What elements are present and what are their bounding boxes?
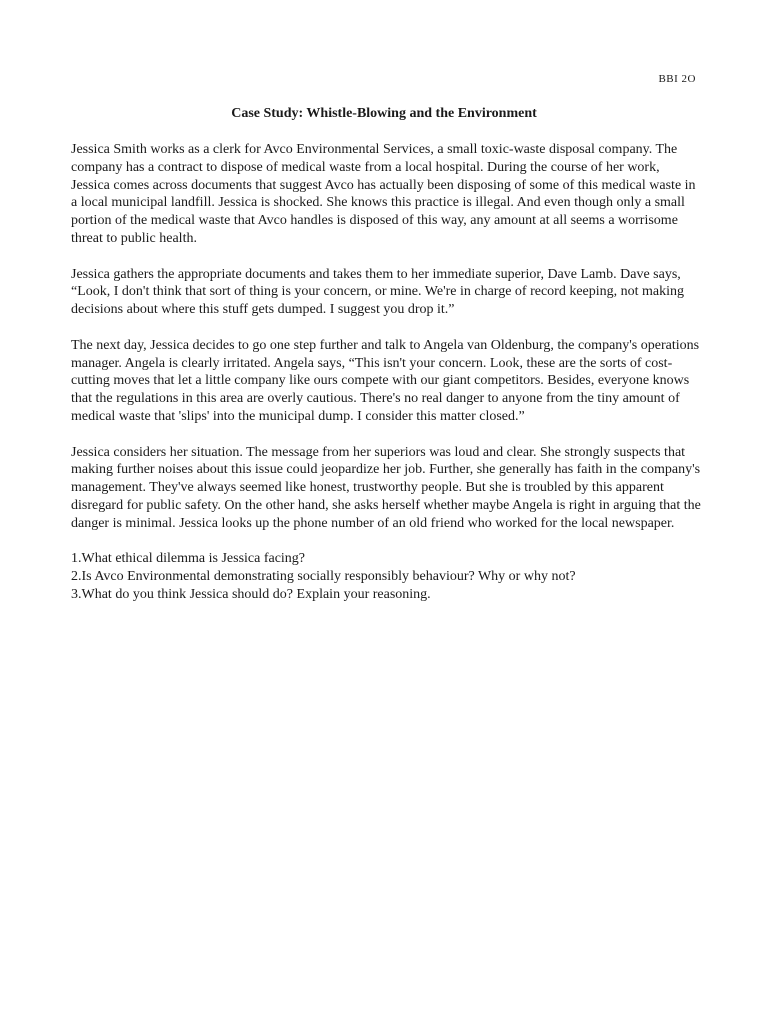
paragraph-2: Jessica gathers the appropriate documents and takes them to her immediate superior, Dave Lamb. Dave says, “Look, I don't think that sort of thing is your concern, or mine. We're in charge of record keeping, not making decisions about where this stuff gets dumped. I suggest you drop it.” xyxy=(71,266,685,318)
paragraph-4: Jessica considers her situation. The message from her superiors was loud and clear. She strongly suspects that making further noises about this issue could jeopardize her job. Further, she generally has faith in the company's management. They've always seemed like honest, trustworthy people. But she is troubled by this apparent disregard for public safety. On the other hand, she asks herself whether maybe Angela is right in arguing that the danger is minimal. Jessica looks up the phone number of an old friend who worked for the local newspaper. xyxy=(71,444,701,531)
question-item: 2.Is Avco Environmental demonstrating socially responsibly behaviour? Why or why not? xyxy=(71,569,576,585)
question-list xyxy=(71,550,701,603)
question-item: 3.What do you think Jessica should do? Explain your reasoning. xyxy=(71,586,431,602)
paragraph-1: Jessica Smith works as a clerk for Avco Environmental Services, a small toxic-waste disposal company. The company has a contract to dispose of medical waste from a local hospital. During the course of her work, Jessica comes across documents that suggest Avco has actually been disposing of some of this medical waste in a local municipal landfill. Jessica is shocked. She knows this practice is illegal. And even though only a small portion of the medical waste that Avco handles is disposed of this way, any amount at all seems a worrisome threat to public health. xyxy=(71,142,696,246)
document-body xyxy=(71,141,701,604)
question-item: 1.What ethical dilemma is Jessica facing? xyxy=(71,551,306,567)
document-title: Case Study: Whistle-Blowing and the Environment xyxy=(231,106,537,121)
paragraph-3: The next day, Jessica decides to go one step further and talk to Angela van Oldenburg, the company's operations manager. Angela is clearly irritated. Angela says, “This isn't your concern. Look, these are the sorts of cost-cutting moves that let a little company like ours compete with our giant competitors. Besides, everyone knows that the regulations in this area are overly cautious. There's no real danger to anyone from the tiny amount of medical waste that 'slips' into the municipal dump. I consider this matter closed.” xyxy=(71,337,700,424)
course-code: BBI 2O xyxy=(658,73,696,85)
